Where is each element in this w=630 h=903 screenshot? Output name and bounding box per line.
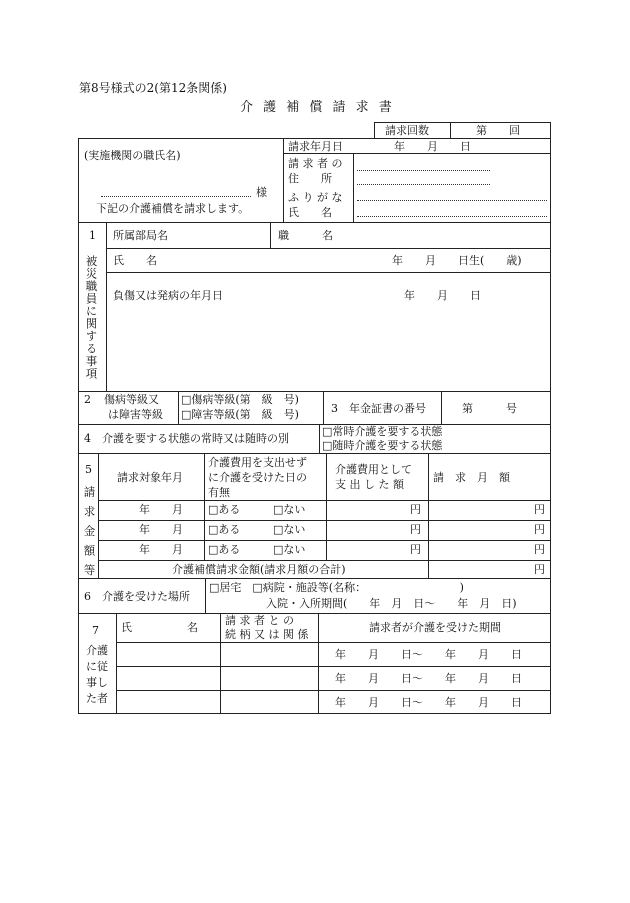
row3-claim[interactable]: 円 xyxy=(534,543,545,556)
injury-grade-checkbox[interactable]: □傷病等級(第 級 号) xyxy=(181,393,299,406)
care-period-row[interactable]: 年 月 日〜 年 月 日 xyxy=(335,672,522,685)
section5-title: 請求金額等 xyxy=(82,486,97,584)
claimant-name-label: 氏 名 xyxy=(288,206,332,219)
no-cost-header-3: 有無 xyxy=(208,486,230,499)
caregiver-title-2: に従 xyxy=(86,660,108,673)
section7-number: 7 xyxy=(92,624,99,637)
section5-number: 5 xyxy=(85,463,92,476)
no-cost-header-2: に介護を受けた日の xyxy=(208,471,307,484)
injury-date-field[interactable]: 年 月 日 xyxy=(404,289,481,302)
row1-claim[interactable]: 円 xyxy=(534,503,545,516)
section1-title: 被災職員に関する事項 xyxy=(84,255,99,380)
caregiver-title-3: 事し xyxy=(86,676,108,689)
claimant-address-label-2: 住 所 xyxy=(288,172,332,185)
claimant-furigana-label: ふ り が な xyxy=(288,191,343,204)
employee-name-label: 氏 名 xyxy=(113,254,157,267)
birth-date-field[interactable]: 年 月 日生( 歳) xyxy=(392,254,522,267)
paid-amount-header-2: 支 出 し た 額 xyxy=(335,478,404,491)
occasional-care-checkbox[interactable]: □随時介護を要する状態 xyxy=(322,439,443,452)
care-period-header: 請求者が介護を受けた期間 xyxy=(369,621,501,634)
disability-grade-checkbox[interactable]: □障害等級(第 級 号) xyxy=(181,408,299,421)
row1-paid[interactable]: 円 xyxy=(410,503,421,516)
care-place-options[interactable]: □居宅 □病院・施設等(名称： ) xyxy=(209,581,464,594)
row2-no-checkbox[interactable]: □ない xyxy=(273,523,306,536)
monthly-claim-header: 請 求 月 額 xyxy=(433,471,510,484)
total-claim-field[interactable]: 円 xyxy=(534,563,545,576)
relation-header-2: 続 柄 又 は 関 係 xyxy=(225,628,309,641)
addressee-label: (実施機関の職氏名) xyxy=(84,149,181,162)
paid-amount-header: 介護費用として xyxy=(335,463,412,476)
row3-paid[interactable]: 円 xyxy=(410,543,421,556)
row3-month[interactable]: 年 月 xyxy=(139,543,183,556)
addressee-field[interactable] xyxy=(101,196,251,197)
claimant-name-field[interactable] xyxy=(357,216,547,217)
position-label: 職 名 xyxy=(278,229,333,242)
care-period-row[interactable]: 年 月 日〜 年 月 日 xyxy=(335,648,522,661)
request-count-field[interactable]: 第 回 xyxy=(476,124,520,137)
row2-yes-checkbox[interactable]: □ある xyxy=(208,523,241,536)
row3-yes-checkbox[interactable]: □ある xyxy=(208,543,241,556)
grade-label: 傷病等級又 xyxy=(104,393,159,406)
claimant-furigana-field[interactable] xyxy=(357,200,547,201)
addressee-honorific: 様 xyxy=(256,186,267,199)
row2-claim[interactable]: 円 xyxy=(534,523,545,536)
relation-header: 請 求 者 と の xyxy=(225,614,294,627)
claimant-address-field-2[interactable] xyxy=(357,184,490,185)
row2-month[interactable]: 年 月 xyxy=(139,523,183,536)
row3-no-checkbox[interactable]: □ない xyxy=(273,543,306,556)
caregiver-title-4: た者 xyxy=(86,692,108,705)
request-count-label: 請求回数 xyxy=(385,124,429,137)
constant-care-checkbox[interactable]: □常時介護を要する状態 xyxy=(322,425,443,438)
care-period-row[interactable]: 年 月 日〜 年 月 日 xyxy=(335,696,522,709)
care-place-label: 6 介護を受けた場所 xyxy=(84,590,190,603)
form-title: 介 護 補 償 請 求 書 xyxy=(240,100,395,115)
request-date-label: 請求年月日 xyxy=(288,140,343,153)
request-statement: 下記の介護補償を請求します。 xyxy=(96,202,250,215)
caregiver-name-header: 氏 名 xyxy=(121,621,198,634)
section2-number: 2 xyxy=(84,393,91,406)
pension-number-label: 3 年金証書の番号 xyxy=(331,402,426,415)
target-month-header: 請求対象年月 xyxy=(117,471,183,484)
row2-paid[interactable]: 円 xyxy=(410,523,421,536)
total-claim-label: 介護補償請求金額(請求月額の合計) xyxy=(172,563,346,576)
request-date-field[interactable]: 年 月 日 xyxy=(394,140,471,153)
caregiver-title: 介護 xyxy=(86,644,108,657)
claimant-address-field[interactable] xyxy=(357,170,490,171)
care-state-label: 4 介護を要する状態の常時又は随時の別 xyxy=(84,432,289,445)
admission-period-field[interactable]: 入院・入所期間( 年 月 日〜 年 月 日) xyxy=(266,597,517,610)
no-cost-header: 介護費用を支出せず xyxy=(208,456,307,469)
row1-yes-checkbox[interactable]: □ある xyxy=(208,503,241,516)
section1-number: 1 xyxy=(89,229,96,242)
form-reference: 第8号様式の2(第12条関係) xyxy=(79,81,227,95)
grade-label-2: は障害等級 xyxy=(108,408,163,421)
department-label: 所属部局名 xyxy=(113,229,168,242)
row1-no-checkbox[interactable]: □ない xyxy=(273,503,306,516)
row1-month[interactable]: 年 月 xyxy=(139,503,183,516)
pension-number-field[interactable]: 第 号 xyxy=(462,402,517,415)
claimant-address-label: 請 求 者 の xyxy=(288,157,343,170)
injury-date-label: 負傷又は発病の年月日 xyxy=(113,289,223,302)
